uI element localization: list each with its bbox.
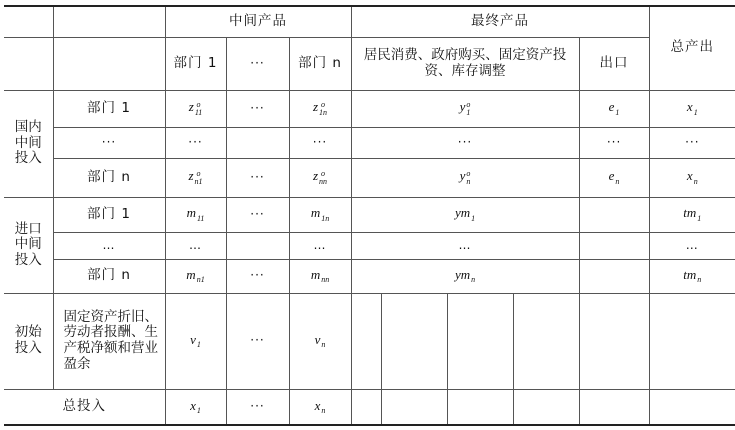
domestic-y-cell: ··· bbox=[351, 127, 579, 158]
math-scripts bbox=[197, 207, 204, 223]
domestic-z-cell: ··· bbox=[165, 127, 226, 158]
domestic-row-label: 部门 n bbox=[53, 158, 165, 197]
header-intermediate-products: 中间产品 bbox=[165, 6, 351, 37]
math-subscript: 1n bbox=[319, 107, 328, 117]
initial-empty-cell bbox=[649, 293, 735, 389]
domestic-x-cell bbox=[649, 90, 735, 127]
math-base: tm bbox=[683, 266, 697, 282]
math-base: x bbox=[190, 397, 196, 413]
domestic-mid-cell: ··· bbox=[226, 90, 289, 127]
math-base: ym bbox=[454, 266, 471, 282]
imported-m-cell: … bbox=[289, 232, 351, 259]
imported-m-cell bbox=[165, 259, 226, 293]
math-base: m bbox=[186, 205, 196, 221]
math-subscript: 1 bbox=[196, 405, 201, 415]
math-scripts bbox=[319, 170, 327, 186]
total-empty-cell bbox=[351, 389, 381, 425]
initial-row-label: 固定资产折旧、劳动者报酬、生产税净额和营业盈余 bbox=[53, 293, 165, 389]
header-dept-1: 部门 1 bbox=[165, 37, 226, 90]
math-subscript: 11 bbox=[194, 107, 203, 117]
domestic-x-cell bbox=[649, 158, 735, 197]
domestic-e-cell: ··· bbox=[579, 127, 649, 158]
imported-group-label: 进口中间投入 bbox=[4, 197, 53, 293]
math-base: y bbox=[459, 99, 466, 115]
math-scripts bbox=[466, 170, 470, 186]
math-superscript: o bbox=[466, 99, 471, 109]
math-scripts bbox=[197, 399, 201, 415]
header-export: 出口 bbox=[579, 37, 649, 90]
math-subscript: n bbox=[693, 176, 698, 186]
math-subscript: n bbox=[321, 405, 326, 415]
total-empty-cell bbox=[447, 389, 513, 425]
header-corner-cell-2 bbox=[4, 37, 53, 90]
imported-mid-cell: ··· bbox=[226, 259, 289, 293]
math-scripts bbox=[195, 101, 202, 117]
domestic-z-cell bbox=[165, 90, 226, 127]
domestic-y-cell bbox=[351, 90, 579, 127]
math-scripts bbox=[466, 101, 470, 117]
math-scripts bbox=[321, 399, 325, 415]
initial-empty-cell bbox=[513, 293, 579, 389]
math-subscript: nn bbox=[319, 176, 328, 186]
math-subscript: 1 bbox=[196, 340, 201, 349]
math-scripts bbox=[197, 268, 205, 284]
domestic-mid-cell bbox=[226, 127, 289, 158]
imported-m-cell bbox=[289, 197, 351, 232]
math-base: ym bbox=[454, 205, 471, 221]
domestic-e-cell bbox=[579, 158, 649, 197]
imported-tm-cell bbox=[649, 259, 735, 293]
math-base: x bbox=[686, 99, 693, 115]
math-base: z bbox=[188, 99, 194, 115]
math-base: m bbox=[186, 266, 196, 282]
initial-v-cell bbox=[165, 293, 226, 389]
math-scripts bbox=[615, 170, 619, 186]
initial-v-cell bbox=[289, 293, 351, 389]
math-base: x bbox=[686, 168, 693, 184]
initial-empty-cell bbox=[579, 293, 649, 389]
math-subscript: n bbox=[471, 275, 476, 284]
imported-ym-cell bbox=[351, 197, 579, 232]
math-subscript: 1 bbox=[693, 107, 698, 117]
math-subscript: n bbox=[466, 176, 471, 186]
domestic-row-label: 部门 1 bbox=[53, 90, 165, 127]
math-base: z bbox=[312, 168, 319, 184]
math-subscript: 1 bbox=[615, 107, 620, 117]
math-subscript: 1 bbox=[697, 213, 702, 223]
imported-mid-cell: ··· bbox=[226, 197, 289, 232]
math-base: e bbox=[608, 168, 615, 184]
math-base: v bbox=[314, 331, 321, 347]
math-base: e bbox=[608, 99, 615, 115]
math-subscript: n bbox=[615, 176, 620, 186]
domestic-z-cell bbox=[289, 90, 351, 127]
math-superscript: o bbox=[321, 99, 326, 109]
math-superscript: o bbox=[466, 168, 471, 178]
total-empty-cell bbox=[579, 389, 649, 425]
total-input-x-cell bbox=[289, 389, 351, 425]
total-empty-cell bbox=[381, 389, 447, 425]
math-base: m bbox=[310, 266, 321, 282]
imported-export-cell bbox=[579, 259, 649, 293]
math-scripts bbox=[615, 101, 619, 117]
math-scripts bbox=[321, 207, 329, 223]
math-base: v bbox=[190, 331, 196, 347]
initial-group-label: 初始投入 bbox=[4, 293, 53, 389]
imported-export-cell bbox=[579, 232, 649, 259]
math-base: x bbox=[314, 397, 321, 413]
imported-row-label: … bbox=[53, 232, 165, 259]
domestic-z-cell: ··· bbox=[289, 127, 351, 158]
math-scripts bbox=[319, 101, 327, 117]
domestic-x-cell: ··· bbox=[649, 127, 735, 158]
header-dept-n: 部门 n bbox=[289, 37, 351, 90]
imported-m-cell bbox=[165, 197, 226, 232]
math-scripts bbox=[197, 333, 201, 349]
math-subscript: 1 bbox=[466, 107, 471, 117]
imported-ym-cell bbox=[351, 259, 579, 293]
initial-mid-cell: ··· bbox=[226, 293, 289, 389]
total-empty-cell bbox=[649, 389, 735, 425]
imported-row-label: 部门 n bbox=[53, 259, 165, 293]
math-subscript: 1n bbox=[321, 213, 330, 223]
math-scripts bbox=[195, 170, 203, 186]
imported-m-cell bbox=[289, 259, 351, 293]
domestic-z-cell bbox=[165, 158, 226, 197]
math-subscript: nn bbox=[321, 275, 330, 284]
imported-m-cell: … bbox=[165, 232, 226, 259]
domestic-row-label: ··· bbox=[53, 127, 165, 158]
imported-ym-cell: … bbox=[351, 232, 579, 259]
math-scripts bbox=[471, 268, 475, 284]
total-input-x-cell bbox=[165, 389, 226, 425]
math-subscript: 11 bbox=[196, 213, 205, 223]
math-scripts bbox=[321, 268, 329, 284]
initial-empty-cell bbox=[381, 293, 447, 389]
input-output-table bbox=[4, 5, 735, 426]
math-subscript: n1 bbox=[196, 275, 205, 284]
math-base: z bbox=[312, 99, 319, 115]
math-superscript: o bbox=[196, 99, 201, 109]
initial-empty-cell bbox=[351, 293, 381, 389]
total-empty-cell bbox=[513, 389, 579, 425]
imported-tm-cell: … bbox=[649, 232, 735, 259]
header-corner-cell bbox=[4, 6, 53, 37]
math-subscript: 1 bbox=[471, 213, 476, 223]
total-input-label: 总投入 bbox=[4, 389, 165, 425]
header-dots: ··· bbox=[226, 37, 289, 90]
domestic-z-cell bbox=[289, 158, 351, 197]
header-blank-cell bbox=[53, 6, 165, 37]
math-superscript: o bbox=[196, 168, 201, 178]
domestic-group-label: 国内中间投入 bbox=[4, 90, 53, 197]
header-total-output: 总产出 bbox=[649, 6, 735, 90]
domestic-mid-cell: ··· bbox=[226, 158, 289, 197]
domestic-e-cell bbox=[579, 90, 649, 127]
imported-tm-cell bbox=[649, 197, 735, 232]
math-scripts bbox=[321, 333, 325, 349]
math-scripts bbox=[694, 170, 698, 186]
imported-export-cell bbox=[579, 197, 649, 232]
header-final-products: 最终产品 bbox=[351, 6, 649, 37]
math-base: m bbox=[310, 205, 321, 221]
math-superscript: o bbox=[321, 168, 326, 178]
math-base: y bbox=[459, 168, 466, 184]
domestic-y-cell bbox=[351, 158, 579, 197]
imported-mid-cell bbox=[226, 232, 289, 259]
math-base: tm bbox=[683, 205, 697, 221]
total-input-mid-cell: ··· bbox=[226, 389, 289, 425]
initial-empty-cell bbox=[447, 293, 513, 389]
imported-row-label: 部门 1 bbox=[53, 197, 165, 232]
math-base: z bbox=[188, 168, 194, 184]
math-subscript: n bbox=[697, 275, 702, 284]
math-subscript: n1 bbox=[194, 176, 203, 186]
math-scripts bbox=[697, 268, 701, 284]
math-scripts bbox=[471, 207, 475, 223]
header-blank-cell-2 bbox=[53, 37, 165, 90]
math-scripts bbox=[697, 207, 701, 223]
math-subscript: n bbox=[321, 340, 326, 349]
math-scripts bbox=[694, 101, 698, 117]
header-final-use: 居民消费、政府购买、固定资产投资、库存调整 bbox=[351, 37, 579, 90]
